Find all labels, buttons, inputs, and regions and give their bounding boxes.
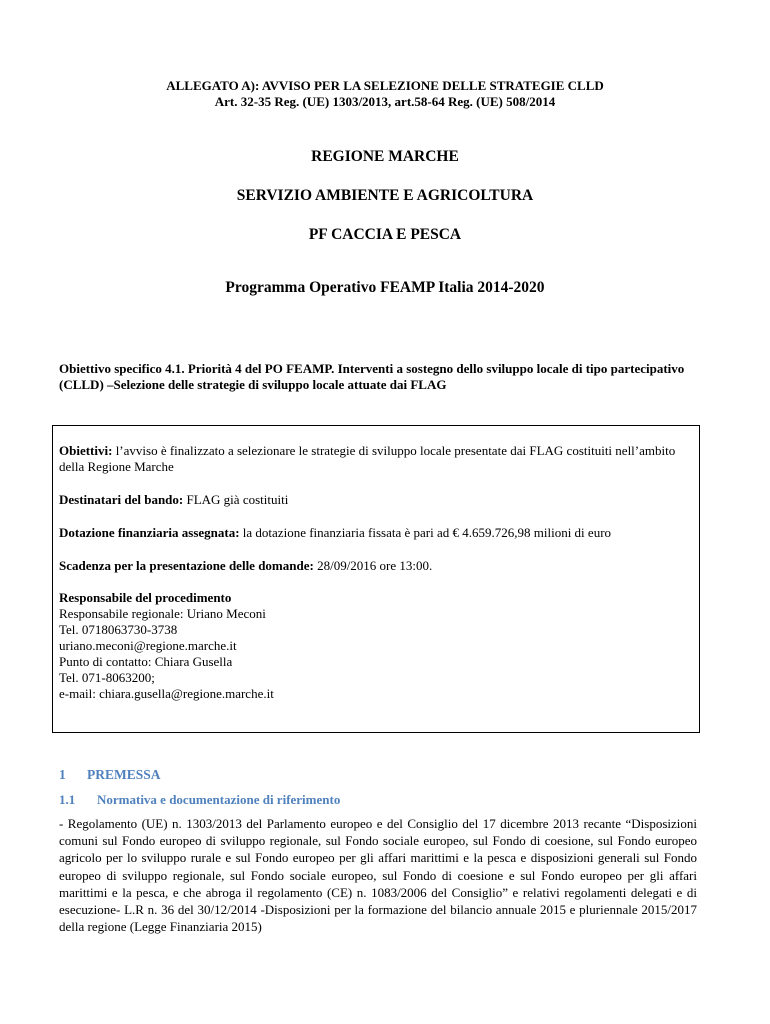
- destinatari-text: FLAG già costituiti: [183, 492, 289, 507]
- section-number: 1: [59, 767, 66, 782]
- service-title: SERVIZIO AMBIENTE E AGRICOLTURA: [236, 187, 534, 204]
- responsabile-block: [59, 590, 699, 702]
- subsection-heading-normativa: [59, 791, 340, 809]
- obiettivi-paragraph: [59, 443, 699, 475]
- contact-email: uriano.meconi@regione.marche.it: [59, 638, 237, 653]
- dotazione-text: la dotazione finanziaria fissata è pari ad € 4.659.726,98 milioni di euro: [239, 525, 612, 540]
- obiettivi-label: Obiettivi:: [59, 443, 113, 458]
- section-title: PREMESSA: [87, 767, 161, 782]
- summary-box: [52, 425, 700, 733]
- contact-line: Tel. 0718063730-3738: [59, 622, 178, 637]
- section-heading-premessa: [59, 766, 161, 784]
- scadenza-text: 28/09/2016 ore 13:00.: [313, 558, 433, 573]
- normativa-paragraph: - Regolamento (UE) n. 1303/2013 del Parlamento europeo e del Consiglio del 17 dicembre 2013 recante “Disposizioni comuni sul Fondo europeo di sviluppo regionale, sul Fondo sociale europeo, sul Fondo di coesione, sul Fondo europeo agricolo per lo sviluppo rurale e sul Fondo europeo per gli affari marittimi e la pesca e disposizioni generali sul Fondo europeo di sviluppo regionale, sul Fondo sociale europeo, sul Fondo di coesione e sul Fondo europeo per gli affari marittimi e la pesca, e che abroga il regolamento (CE) n. 1083/2006 del Consiglio” e relativi regolamenti delegati e di esecuzione- L.R n. 36 del 30/12/2014 -Disposizioni per la formazione del bilancio annuale 2015 e pluriennale 2015/2017 della regione (Legge Finanziaria 2015): [59, 816, 697, 935]
- scadenza-label: Scadenza per la presentazione delle domande:: [59, 558, 314, 573]
- document-header: [0, 78, 770, 110]
- obiettivi-text: l’avviso è finalizzato a selezionare le strategie di sviluppo locale presentate dai FLAG costituiti nell’ambito della Regione Marche: [59, 443, 676, 474]
- subsection-title: Normativa e documentazione di riferimento: [97, 792, 341, 807]
- header-line-1: ALLEGATO A): AVVISO PER LA SELEZIONE DELLE STRATEGIE CLLD: [166, 78, 604, 93]
- responsabile-label: Responsabile del procedimento: [59, 590, 232, 605]
- scadenza-paragraph: [59, 558, 699, 574]
- destinatari-paragraph: [59, 492, 699, 508]
- region-title: REGIONE MARCHE: [311, 148, 459, 165]
- contact-line: Punto di contatto: Chiara Gusella: [59, 654, 233, 669]
- dotazione-label: Dotazione finanziaria assegnata:: [59, 525, 240, 540]
- contact-line: Tel. 071-8063200;: [59, 670, 155, 685]
- dotazione-paragraph: [59, 525, 699, 541]
- subsection-number: 1.1: [59, 792, 76, 807]
- contact-line: Responsabile regionale: Uriano Meconi: [59, 606, 266, 621]
- header-line-2: Art. 32-35 Reg. (UE) 1303/2013, art.58-64 Reg. (UE) 508/2014: [214, 94, 556, 109]
- contact-email: e-mail: chiara.gusella@regione.marche.it: [59, 686, 274, 701]
- pf-title: PF CACCIA E PESCA: [308, 226, 462, 243]
- destinatari-label: Destinatari del bando:: [59, 492, 184, 507]
- programme-title: Programma Operativo FEAMP Italia 2014-2020: [225, 279, 545, 296]
- specific-objective: Obiettivo specifico 4.1. Priorità 4 del PO FEAMP. Interventi a sostegno dello sviluppo locale di tipo partecipativo (CLLD) –Selezione delle strategie di sviluppo locale attuate dai FLAG: [59, 361, 685, 392]
